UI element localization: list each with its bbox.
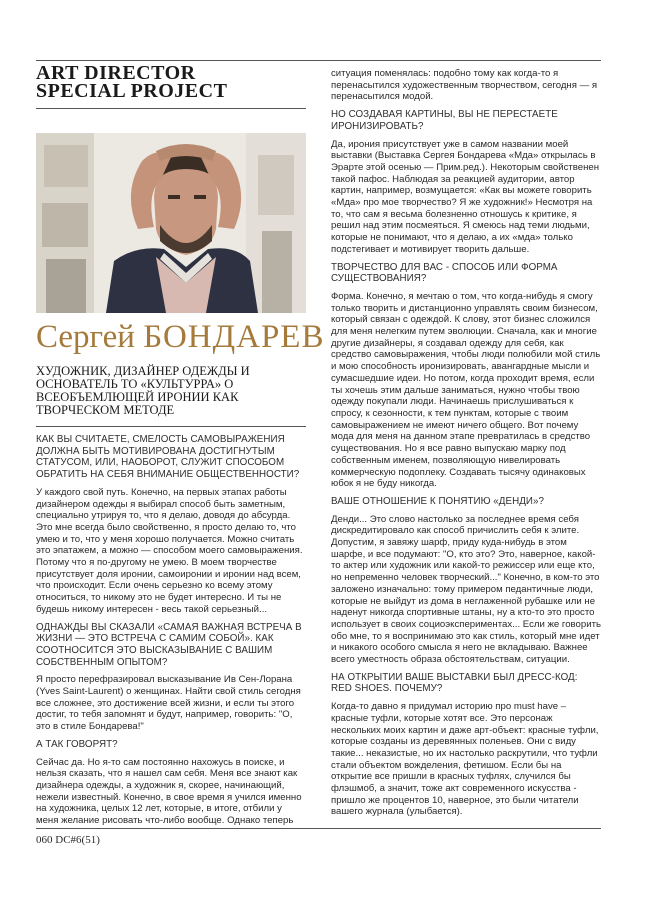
footer-rule xyxy=(36,828,601,829)
section-header-line2: SPECIAL PROJECT xyxy=(36,80,228,102)
answer: ситуация поменялась: подобно тому как когда-то я перенасытился художественным творчеством, сегодня — я перенасытился модой. xyxy=(331,68,598,103)
interviewee-name xyxy=(36,318,325,356)
answer: Сейчас да. Но я-то сам постоянно нахожусь в поиске, и нельзя сказать, что я нашел сам себя. Меня все знают как дизайнера одежды, а художник я, скорее, начинающий, нежели известный. Конечно, в свое время я учился именно на художника, целых 12 лет, которые, в итоге, отбили у меня желание рисовать что-либо вообще. Однако теперь xyxy=(36,756,302,827)
article-subtitle: ХУДОЖНИК, ДИЗАЙНЕР ОДЕЖДЫ И ОСНОВАТЕЛЬ ТО «КУЛЬТУРРА» О ВСЕОБЪЕМЛЮЩЕЙ ИРОНИИ КАК ТВОРЧЕСКОМ МЕТОДЕ xyxy=(36,364,250,417)
question: КАК ВЫ СЧИТАЕТЕ, СМЕЛОСТЬ САМОВЫРАЖЕНИЯ ДОЛЖНА БЫТЬ МОТИВИРОВАНА ДОСТИГНУТЫМ СТАТУСОМ, ИЛИ, НАОБОРОТ, СЛУЖИТ СПОСОБОМ ОБРАТИТЬ НА СЕБЯ ВНИМАНИЕ ОБЩЕСТВЕННОСТИ? xyxy=(36,434,300,481)
answer: Форма. Конечно, я мечтаю о том, что когда-нибудь я смогу только творить и дистанционно управлять своим бизнесом, который связан с одеждой. К слову, этот бизнес сложился для меня нелегким путем эволюции. Сначала, как и многие другие дизайнеры, я создавал одежду для себя, как средство самовыражения, чтобы люди полюбили мой стиль и мою способность иронизировать, авангардные мысли и сумасшедшие идеи. Но потом, когда проходит время, если ты хочешь этим дальше заниматься, нужно чтобы твою одежду покупали люди. Начинаешь прислушиваться к спросу, к сезонности, к тем пунктам, которые с твоим самовыражением не имеют ничего общего. Вот почему мода для меня на данном этапе превратилась в средство существования. Но я все равно выпускаю марку под собственным именем, позволяющую нивелировать коммерческую подоплеку. Создавать тысячу одинаковых юбок я не буду никогда. xyxy=(331,290,601,490)
question: НА ОТКРЫТИИ ВАШЕ ВЫСТАВКИ БЫЛ ДРЕСС-КОД: RED SHOES. ПОЧЕМУ? xyxy=(331,671,578,695)
page-folio: 060 DC#6(51) xyxy=(36,834,100,846)
section-header xyxy=(36,64,306,100)
portrait-photo xyxy=(36,133,306,313)
header-rule xyxy=(36,108,306,109)
answer: Когда-то давно я придумал историю про must have – красные туфли, которые хотят все. Это персонаж нескольких моих картин и даже арт-объект: красные туфли, которые созданы из деревянных поленьев. Они с виду такие... неказистые, но их настолько раскрутили, что туфли стали объектом вожделения, фетишом. Если бы на открытие все пришли в красных туфлях, случился бы флэшмоб, а значит, тоже акт современного искусства - пришло же процентов 10, наверное, это были читатели вашего журнала (улыбается). xyxy=(331,701,599,818)
answer: У каждого свой путь. Конечно, на первых этапах работы дизайнером одежды я выбирал способ быть заметным, специально утрируя то, что я делаю, доводя до абсурда. Это мне всегда было свойственно, я просто делаю то, что умею и то, что у меня хорошо получается. Можно считать это эпатажем, а можно — способом моего самовыражения. Потому что я по-другому не умею. В моем творчестве присутствует доля иронии, самоиронии и иронии над всем, что происходит. Если очень серьезно ко всему этому относиться, то никому это не будет интересно. И ты не будешь никому интересен - весь такой серьезный... xyxy=(36,486,303,615)
question: НО СОЗДАВАЯ КАРТИНЫ, ВЫ НЕ ПЕРЕСТАЕТЕ ИРОНИЗИРОВАТЬ? xyxy=(331,109,558,132)
top-rule xyxy=(36,60,601,61)
question: ТВОРЧЕСТВО ДЛЯ ВАС - СПОСОБ ИЛИ ФОРМА СУЩЕСТВОВАНИЯ? xyxy=(331,261,558,285)
right-column xyxy=(331,68,601,824)
interviewee-first-name: Сергей xyxy=(36,319,135,355)
answer: Да, ирония присутствует уже в самом названии моей выставки (Выставка Сергея Бондарева «Мда» открылась в Эрарте этой осенью — Прим.ред.). Некоторым свойственен такой пафос. Наблюдая за реакцией аудитории, автор картин, например, возмущается: «Как вы можете говорить «Мда» про мое творчество? Я же художник!» Несмотря на то, что сам я весьма болезненно отношусь к критике, я решил над этим посмеяться. Я смеюсь над теми людьми, которые не понимают, что я делаю, а их «мда» только подстегивает и мотивирует творить дальше. xyxy=(331,138,600,255)
question: ВАШЕ ОТНОШЕНИЕ К ПОНЯТИЮ «ДЕНДИ»? xyxy=(331,495,544,507)
interviewee-last-name: БОНДАРЕВ xyxy=(143,319,325,355)
question: А ТАК ГОВОРЯТ? xyxy=(36,738,118,750)
section-header-line1: ART DIRECTOR xyxy=(36,62,196,84)
subtitle-rule xyxy=(36,426,306,427)
answer: Я просто перефразировал высказывание Ив Сен-Лорана (Yves Saint-Laurent) о женщинах. Найти свой стиль сегодня все сложнее, это достижение всей жизни, и если ты этого достиг, то тебя запомнят и будут, например, говорить: "О, это в стиле Бондарева!" xyxy=(36,674,301,733)
question: ОДНАЖДЫ ВЫ СКАЗАЛИ «САМАЯ ВАЖНАЯ ВСТРЕЧА В ЖИЗНИ — ЭТО ВСТРЕЧА С САМИМ СОБОЙ». КАК СООТНОСИТСЯ ЭТО ВЫСКАЗЫВАНИЕ С ВАШИМ СОБСТВЕННЫМ ОПЫТОМ? xyxy=(36,621,302,668)
answer: Денди... Это слово настолько за последнее время себя дискредитировало как способ причислить себя к элите. Допустим, я завяжу шарф, приду куда-нибудь в этом шарфе, и все подумают: "О, кто это? Это, наверное, какой-то актер или художник или какой-то режиссер или еще кто, но непременно человек творческий..." Конечно, в ком-то это заложено изначально: тому примером педантичные люди, которые не выйдут из дома в неглаженной рубашке или не наденут никогда спортивные штаны, ну а кто-то это просто использует в своих социоэкспериментах... Если же говорить обо мне, то я воспринимаю это как стиль, который мне идет и никакого особого смысла я него не вкладываю. Важнее всего уместность образа обстоятельствам, ситуации. xyxy=(331,513,601,666)
left-column xyxy=(36,434,306,833)
